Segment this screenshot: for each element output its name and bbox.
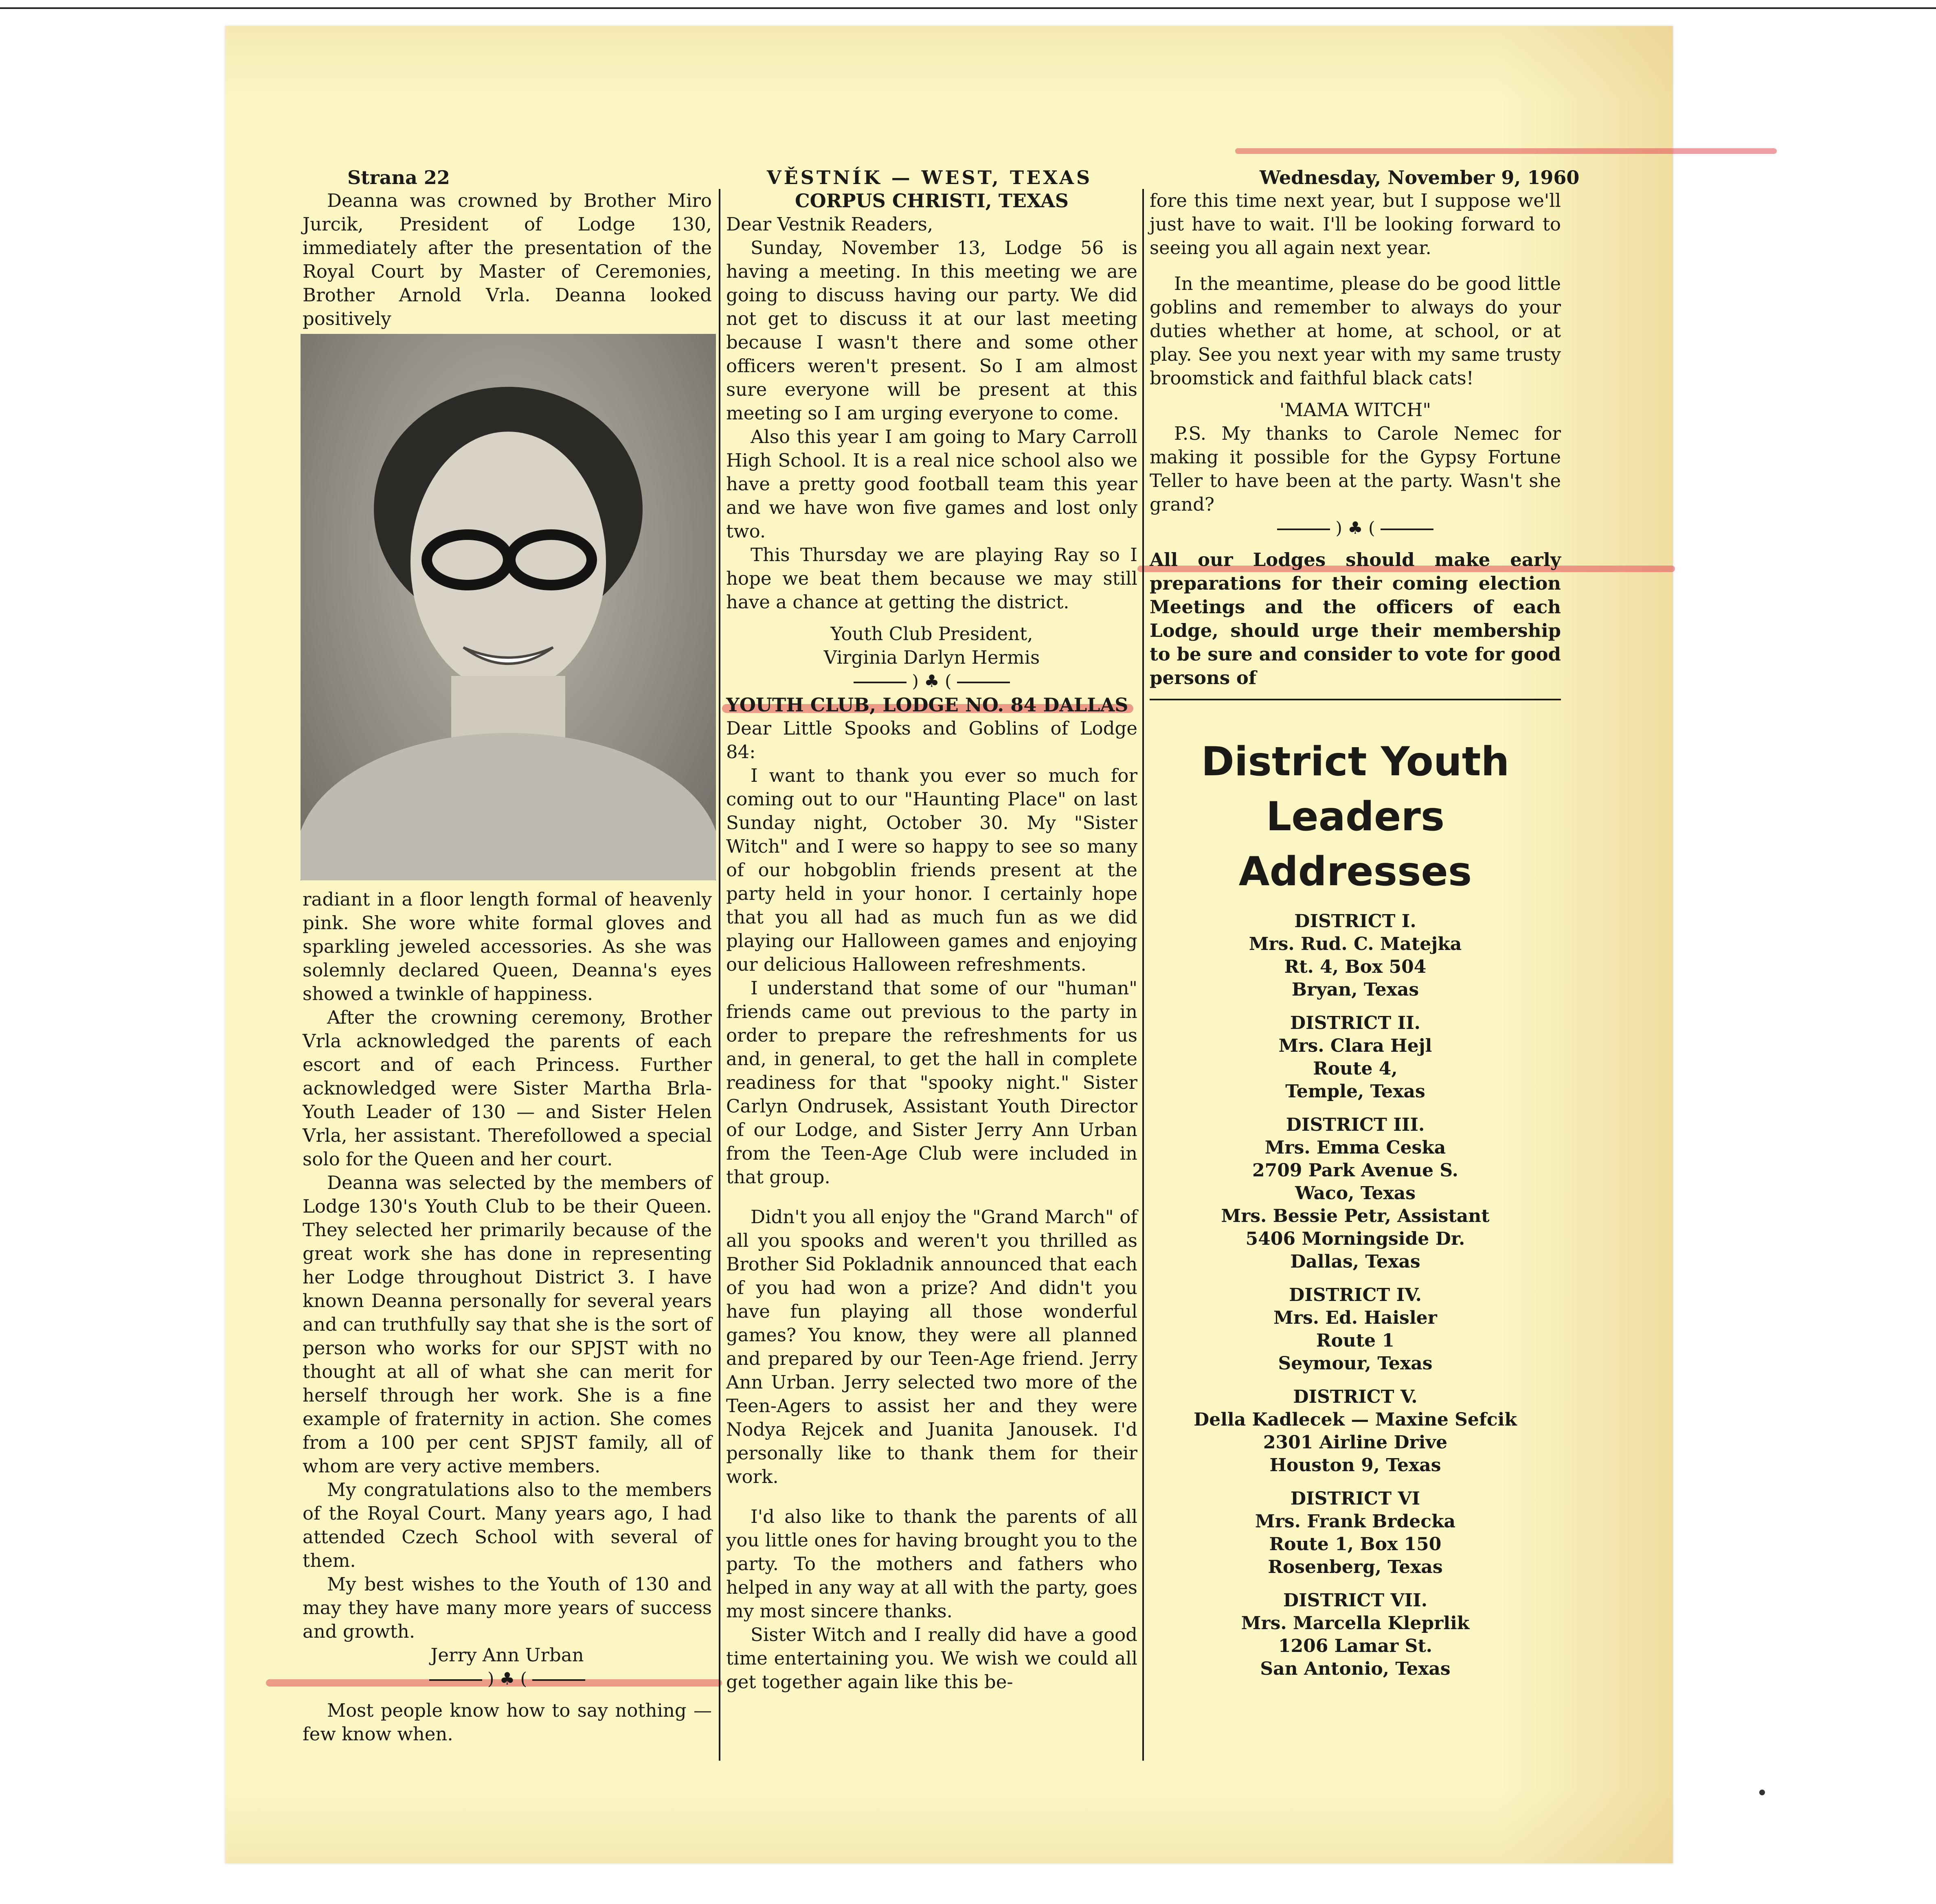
column-rule [719,189,720,1761]
district-addresses-panel [1150,735,1561,1680]
district-address-line: Waco, Texas [1295,1183,1416,1204]
masthead: VĚSTNÍK — WEST, TEXAS [767,167,1093,189]
district-title: DISTRICT III. [1286,1114,1425,1135]
article-paragraph: After the crowning ceremony, Brother Vrla acknowledged the parents of each escort and of each Princess. Further acknowledged were Sister Martha Brla- Youth Leader of 130 — and Sister Helen Vrla, her assistant. Therefollowed a special solo for the Queen and her court. [303,1007,712,1170]
district-address-line: Mrs. Bessie Petr, Assistant [1221,1206,1490,1226]
article-paragraph: My best wishes to the Youth of 130 and may they have many more years of success and growth. [303,1573,712,1642]
article-paragraph: I want to thank you ever so much for coming out to our "Haunting Place" on last Sunday night, October 30. My "Sister Witch" and I were so happy to see so many of our hobgoblin friends present at the party held in your honor. I certainly hope that you all had as much fun as we did playing our Halloween games and enjoying our delicious Halloween refreshments. [726,765,1137,975]
club-divider [1150,516,1561,540]
article-paragraph: Sister Witch and I really did have a good time entertaining you. We wish we could all get together again like this be- [726,1624,1137,1693]
club-divider-glyph: ) ♣ ( [912,671,952,691]
author-signature: Jerry Ann Urban [430,1644,584,1666]
article-paragraph: radiant in a floor length formal of heavenly pink. She wore white formal gloves and sparkling jeweled accessories. As she was solemnly declared Queen, Deanna's eyes showed a twinkle of happiness. [303,888,712,1005]
district-title: DISTRICT IV. [1289,1285,1422,1305]
author-signature: 'MAMA WITCH" [1279,399,1431,421]
district-address-line: Mrs. Ed. Haisler [1273,1307,1437,1328]
district-address-line: 2709 Park Avenue S. [1252,1160,1458,1181]
district-address-line: Seymour, Texas [1278,1353,1433,1374]
district-heading [1150,735,1561,899]
district-heading-line: Leaders Addresses [1238,794,1472,895]
queen-portrait-photo [301,334,716,880]
article-paragraph: In the meantime, please do be good little goblins and remember to always do your duties whether at home, at school, or at play. See you next year with my same trusty broomstick and faithful black cats! [1150,273,1561,389]
district-title: DISTRICT VI [1290,1488,1420,1509]
salutation: Dear Little Spooks and Goblins of Lodge 84: [726,717,1137,763]
district-address-line: Mrs. Emma Ceska [1264,1137,1446,1158]
district-address-line: Rt. 4, Box 504 [1284,956,1427,977]
district-address-line: 1206 Lamar St. [1278,1636,1433,1656]
article-paragraph: Didn't you all enjoy the "Grand March" of all you spooks and weren't you thrilled as Brother Sid Pokladnik announced that each of you had won a prize? And didn't you have fun playing all those wonderful games? You know, they were all planned and prepared by our Teen-Age friend. Jerry Ann Urban. Jerry selected two more of the Teen-Agers to assist her and they were Nodya Rejcek and Juanita Janousek. I'd personally like to thank them for their work. [726,1206,1137,1487]
column-2 [726,189,1137,1694]
page-number: Strana 22 [347,167,450,189]
article-paragraph: fore this time next year, but I suppose we'll just have to wait. I'll be looking forward to seeing you all again next year. [1150,190,1561,259]
article-paragraph: My congratulations also to the members of the Royal Court. Many years ago, I had attended Czech School with several of them. [303,1479,712,1571]
district-address-line: Temple, Texas [1285,1081,1425,1102]
article-paragraph: This Thursday we are playing Ray so I hope we beat them because we may still have a chance at getting the district. [726,544,1137,613]
issue-date: Wednesday, November 9, 1960 [1260,167,1580,189]
section-heading: YOUTH CLUB, LODGE NO. 84 DALLAS [726,694,1128,716]
district-address-line: 5406 Morningside Dr. [1245,1228,1465,1249]
district-title: DISTRICT VII. [1283,1590,1428,1611]
club-divider-glyph: ) ♣ ( [1335,518,1375,538]
article-paragraph: I'd also like to thank the parents of all you little ones for having brought you to the party. To the mothers and fathers who helped in any way at all with the party, goes my most sincere thanks. [726,1506,1137,1622]
newspaper-clipping [225,26,1673,1863]
club-divider [303,1667,712,1691]
district-title: DISTRICT I. [1294,911,1416,932]
filler-quote: Most people know how to say nothing — few know when. [303,1700,712,1745]
district-address-line: Mrs. Frank Brdecka [1255,1511,1456,1532]
district-address-line: Mrs. Clara Hejl [1278,1035,1432,1056]
district-address-line: Mrs. Marcella Kleprlik [1241,1613,1470,1634]
district-address-line: Bryan, Texas [1291,979,1419,1000]
scan-border-line [0,7,1936,9]
scan-speck [1759,1790,1765,1795]
article-paragraph: Also this year I am going to Mary Carroll High School. It is a real nice school also we have a pretty good football team this year and we have won five games and lost only two. [726,426,1137,542]
district-heading-line: District Youth [1201,739,1510,785]
red-marker-stroke [1235,148,1777,154]
district-address-line: Route 1, Box 150 [1269,1534,1442,1555]
district-address-line: Della Kadlecek — Maxine Sefcik [1194,1409,1517,1430]
district-list [1150,910,1561,1680]
district-address-line: Rosenberg, Texas [1268,1557,1443,1577]
district-title: DISTRICT V. [1293,1386,1418,1407]
column-rule [1142,189,1144,1761]
district-address-line: Houston 9, Texas [1269,1455,1441,1476]
postscript: P.S. My thanks to Carole Nemec for making it possible for the Gypsy Fortune Teller to have been at the party. Wasn't she grand? [1150,423,1561,515]
district-title: DISTRICT II. [1290,1013,1420,1033]
club-divider [726,669,1137,693]
district-address-line: Mrs. Rud. C. Matejka [1249,934,1462,954]
salutation: Dear Vestnik Readers, [726,213,933,235]
section-rule [1150,699,1561,700]
district-address-line: Route 4, [1313,1058,1398,1079]
article-paragraph: Sunday, November 13, Lodge 56 is having a meeting. In this meeting we are going to discuss having our party. We did not get to discuss it at our last meeting because I wasn't there and some other officers weren't present. So I am almost sure everyone will be present at this meeting so I am urging everyone to come. [726,237,1137,424]
signature-title: Youth Club President, [830,623,1033,645]
club-divider-glyph: ) ♣ ( [487,1669,527,1689]
district-address-line: Route 1 [1316,1330,1395,1351]
district-address-line: Dallas, Texas [1290,1251,1420,1272]
section-heading: CORPUS CHRISTI, TEXAS [795,190,1069,212]
district-address-line: San Antonio, Texas [1260,1658,1451,1679]
election-notice: All our Lodges should make early preparations for their coming election Meetings and the officers of each Lodge, should urge their membership to be sure and consider to vote for good persons of [1150,549,1561,689]
article-paragraph: Deanna was crowned by Brother Miro Jurcik, President of Lodge 130, immediately after the presentation of the Royal Court by Master of Ceremonies, Brother Arnold Vrla. Deanna looked positively [303,190,712,329]
article-paragraph: Deanna was selected by the members of Lodge 130's Youth Club to be their Queen. They selected her primarily because of the great work she has done in representing her Lodge throughout District 3. I have known Deanna personally for several years and can truthfully say that she is the sort of person who works for our SPJST with no thought at all of what she can merit for herself through her work. She is a fine example of fraternity in action. She comes from a 100 per cent SPJST family, all of whom are very active members. [303,1172,712,1477]
article-paragraph: I understand that some of our "human" friends came out previous to the party in order to prepare the refreshments for us and, in general, to get the hall in complete readiness for that "spooky night." Sister Carlyn Ondrusek, Assistant Youth Director of our Lodge, and Sister Jerry Ann Urban from the Teen-Age Club were included in that group. [726,977,1137,1188]
column-3 [1150,189,1561,700]
author-signature: Virginia Darlyn Hermis [823,647,1040,668]
district-address-line: 2301 Airline Drive [1263,1432,1448,1453]
